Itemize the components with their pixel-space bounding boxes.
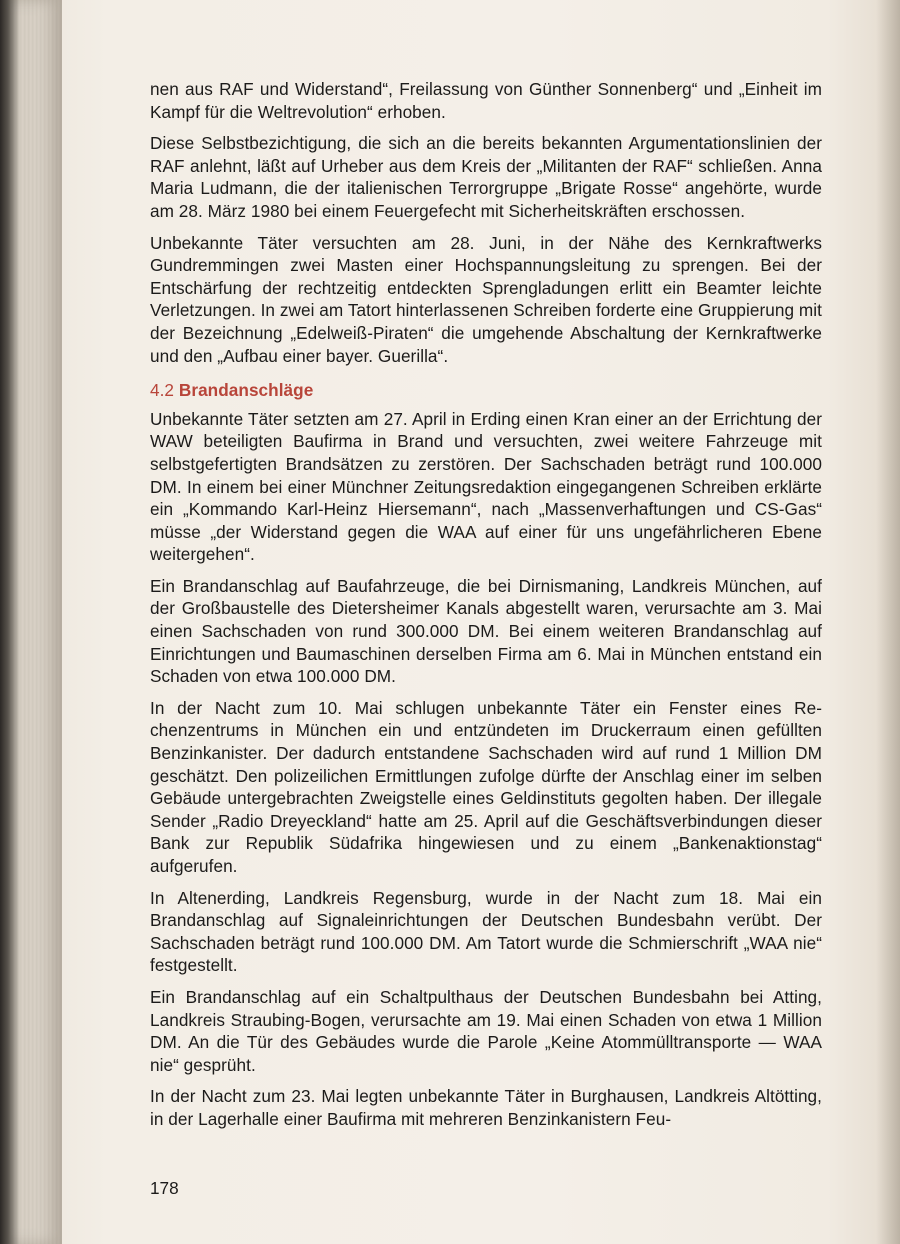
page-number: 178 bbox=[150, 1178, 179, 1198]
page-edge-shadow bbox=[876, 0, 900, 1244]
binding-shadow bbox=[0, 0, 20, 1244]
paragraph: In der Nacht zum 23. Mai legten unbekannte Täter in Burghausen, Landkreis Altötting, in der Lagerhalle einer Baufirma mit mehreren Benzinkanistern Feu- bbox=[150, 1086, 822, 1129]
paragraph: Ein Brandanschlag auf ein Schaltpulthaus der Deutschen Bundesbahn bei Atting, Landkreis Straubing-Bogen, verursachte am 19. Mai einen Schaden von etwa 1 Million DM. An die Tür des Gebäudes wurde die Parole „Keine Atommülltransporte — WAA nie“ gesprüht. bbox=[150, 986, 822, 1075]
paragraph: Unbekannte Täter versuchten am 28. Juni, in der Nähe des Kernkraftwerks Gundremmingen zwei Masten einer Hochspannungsleitung zu sprengen. Bei der Entschärfung der rechtzeitig entdeckten Sprengladungen erlitt ein Beamter leichte Verletzungen. In zwei am Tatort hinterlassenen Schreiben forderte eine Gruppierung mit der Bezeichnung „Edelweiß-Piraten“ die umgehende Abschaltung der Kernkraftwerke und den „Aufbau einer bayer. Guerilla“. bbox=[150, 232, 822, 366]
paragraph: In der Nacht zum 10. Mai schlugen unbekannte Täter ein Fenster eines Rechenzentrums in München ein und entzündeten im Druckerraum einen gefüllten Benzinkanister. Der dadurch entstandene Sachschaden wird auf rund 1 Million DM geschätzt. Den polizeilichen Ermittlungen zufolge dürfte der Anschlag einer im selben Gebäude untergebrachten Zweigstelle eines Geldinstituts gegolten haben. Der illegale Sender „Radio Dreyeckland“ hatte am 25. April auf die Geschäftsverbindungen dieser Bank zur Republik Südafrika hingewiesen und zu einem „Bankenaktionstag“ aufgerufen. bbox=[150, 697, 822, 876]
paragraph: Ein Brandanschlag auf Baufahrzeuge, die bei Dirnismaning, Landkreis München, auf der Großbaustelle des Dietersheimer Kanals abgestellt waren, verursachte am 3. Mai einen Sachschaden von rund 300.000 DM. Bei einem weiteren Brandanschlag auf Einrichtungen und Baumaschinen derselben Firma am 6. Mai in München entstand ein Schaden von etwa 100.000 DM. bbox=[150, 575, 822, 687]
paragraph: In Altenerding, Landkreis Regensburg, wurde in der Nacht zum 18. Mai ein Brandanschlag auf Signaleinrichtungen der Deutschen Bundesbahn verübt. Der Sachschaden beträgt rund 100.000 DM. Am Tatort wurde die Schmierschrift „WAA nie“ festgestellt. bbox=[150, 887, 822, 976]
section-number: 4.2 bbox=[150, 380, 175, 401]
paragraph: nen aus RAF und Widerstand“, Freilassung von Günther Sonnenberg“ und „Einheit im Kampf für die Weltrevolution“ erhoben. bbox=[150, 79, 822, 122]
section-heading bbox=[150, 379, 822, 402]
page-text bbox=[150, 78, 822, 1140]
paragraph: Unbekannte Täter setzten am 27. April in Erding einen Kran einer an der Errichtung der WAW beteiligten Baufirma in Brand und versuchten, zwei weitere Fahrzeuge mit selbstgefertigten Brandsätzen zu zerstören. Der Sachschaden beträgt rund 100.000 DM. In einem bei einer Münchner Zeitungsredaktion eingegangenen Schreiben erklärte ein „Kommando Karl-Heinz Hiersemann“, nach „Massenverhaftungen und CS-Gas“ müsse „der Widerstand gegen die WAA auf einer für uns ungefährlicheren Ebene weitergehen“. bbox=[150, 408, 822, 565]
paragraph: Diese Selbstbezichtigung, die sich an die bereits bekannten Argumentationslinien der RAF anlehnt, läßt auf Urheber aus dem Kreis der „Militanten der RAF“ schließen. Anna Maria Ludmann, die der italienischen Terrorgruppe „Brigate Rosse“ angehörte, wurde am 28. März 1980 bei einem Feuergefecht mit Sicherheitskräften erschossen. bbox=[150, 133, 822, 221]
section-title: Brandanschläge bbox=[178, 380, 314, 401]
